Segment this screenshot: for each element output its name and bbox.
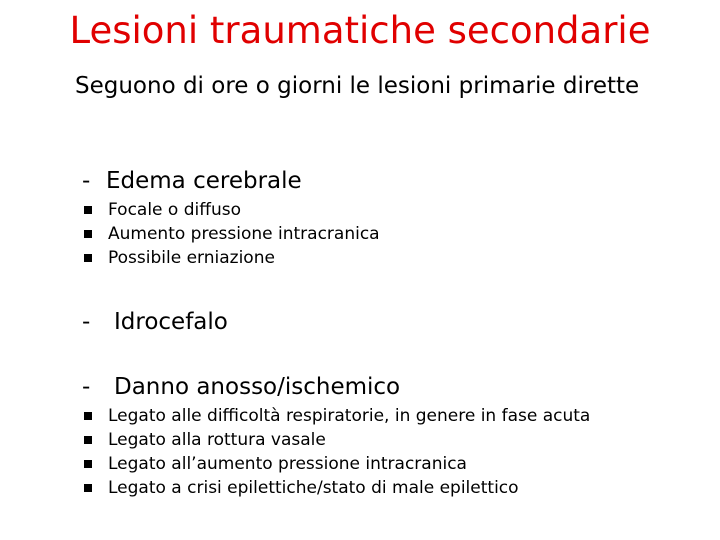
dash-marker: - — [82, 168, 91, 194]
list-item-text: Legato all’aumento pressione intracranica — [108, 454, 467, 474]
square-bullet-icon — [84, 484, 92, 492]
section-heading-idrocefalo — [82, 307, 228, 337]
intro-text: Seguono di ore o giorni le lesioni primarie dirette — [75, 73, 640, 99]
list-item-text: Possibile erniazione — [108, 248, 275, 268]
dash-marker: - — [82, 374, 91, 400]
list-item — [84, 404, 590, 428]
bullet-list-edema — [84, 198, 380, 270]
list-item-text: Legato alla rottura vasale — [108, 430, 326, 450]
list-item — [84, 222, 380, 246]
list-item — [84, 476, 590, 500]
section-heading-label: Idrocefalo — [114, 309, 228, 335]
slide-title: Lesioni traumatiche secondarie — [69, 9, 651, 52]
dash-marker: - — [82, 309, 91, 335]
bullet-list-danno — [84, 404, 590, 500]
square-bullet-icon — [84, 460, 92, 468]
list-item — [84, 246, 380, 270]
square-bullet-icon — [84, 206, 92, 214]
section-heading-edema — [82, 166, 302, 196]
square-bullet-icon — [84, 254, 92, 262]
list-item — [84, 428, 590, 452]
square-bullet-icon — [84, 230, 92, 238]
section-heading-label: Edema cerebrale — [106, 168, 302, 194]
section-heading-danno — [82, 372, 400, 402]
square-bullet-icon — [84, 436, 92, 444]
list-item — [84, 198, 380, 222]
section-heading-label: Danno anosso/ischemico — [114, 374, 401, 400]
list-item-text: Legato a crisi epilettiche/stato di male epilettico — [108, 478, 519, 498]
list-item-text: Legato alle difficoltà respiratorie, in genere in fase acuta — [108, 406, 591, 426]
list-item-text: Aumento pressione intracranica — [108, 224, 380, 244]
list-item-text: Focale o diffuso — [108, 200, 241, 220]
square-bullet-icon — [84, 412, 92, 420]
list-item — [84, 452, 590, 476]
